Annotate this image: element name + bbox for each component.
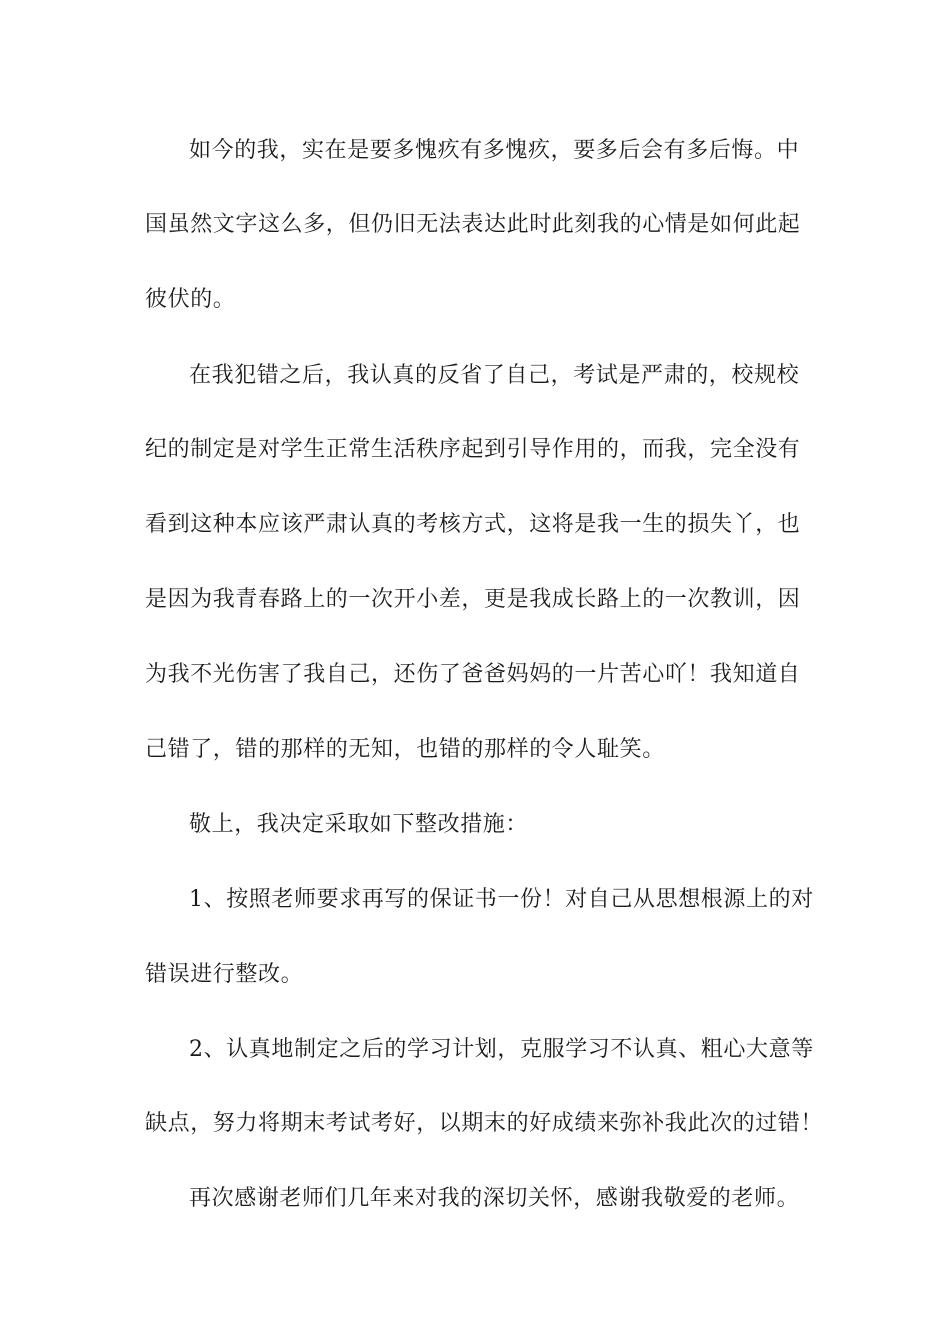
paragraph-1-line-3: 彼伏的。 <box>145 287 236 312</box>
paragraph-1-line-1: 如今的我，实在是要多愧疚有多愧疚，要多后会有多后悔。中 <box>189 138 800 163</box>
measure-1-line-2: 错误进行整改。 <box>145 962 304 987</box>
paragraph-1-line-2: 国虽然文字这么多，但仍旧无法表达此时此刻我的心情是如何此起 <box>145 212 801 237</box>
paragraph-2-line-2: 纪的制定是对学生正常生活秩序起到引导作用的，而我，完全没有 <box>145 437 801 462</box>
measure-2-line-1: 2、认真地制定之后的学习计划，克服学习不认真、粗心大意等 <box>189 1037 814 1062</box>
paragraph-2-line-4: 是因为我青春路上的一次开小差，更是我成长路上的一次教训，因 <box>145 587 801 612</box>
paragraph-2-line-5: 为我不光伤害了我自己，还伤了爸爸妈妈的一片苦心吖！我知道自 <box>145 662 801 687</box>
paragraph-3-line-1: 敬上，我决定采取如下整改措施： <box>189 812 529 837</box>
paragraph-2-line-6: 己错了，错的那样的无知，也错的那样的令人耻笑。 <box>145 737 665 762</box>
paragraph-2-line-3: 看到这种本应该严肃认真的考核方式，这将是我一生的损失丫，也 <box>145 512 801 537</box>
measure-2-line-2: 缺点，努力将期末考试考好，以期末的好成绩来弥补我此次的过错！ <box>145 1111 824 1136</box>
measure-1-line-1: 1、按照老师要求再写的保证书一份！对自己从思想根源上的对 <box>189 887 814 912</box>
paragraph-2-line-1: 在我犯错之后，我认真的反省了自己，考试是严肃的，校规校 <box>189 363 800 388</box>
closing-line: 再次感谢老师们几年来对我的深切关怀，感谢我敬爱的老师。 <box>189 1186 800 1211</box>
